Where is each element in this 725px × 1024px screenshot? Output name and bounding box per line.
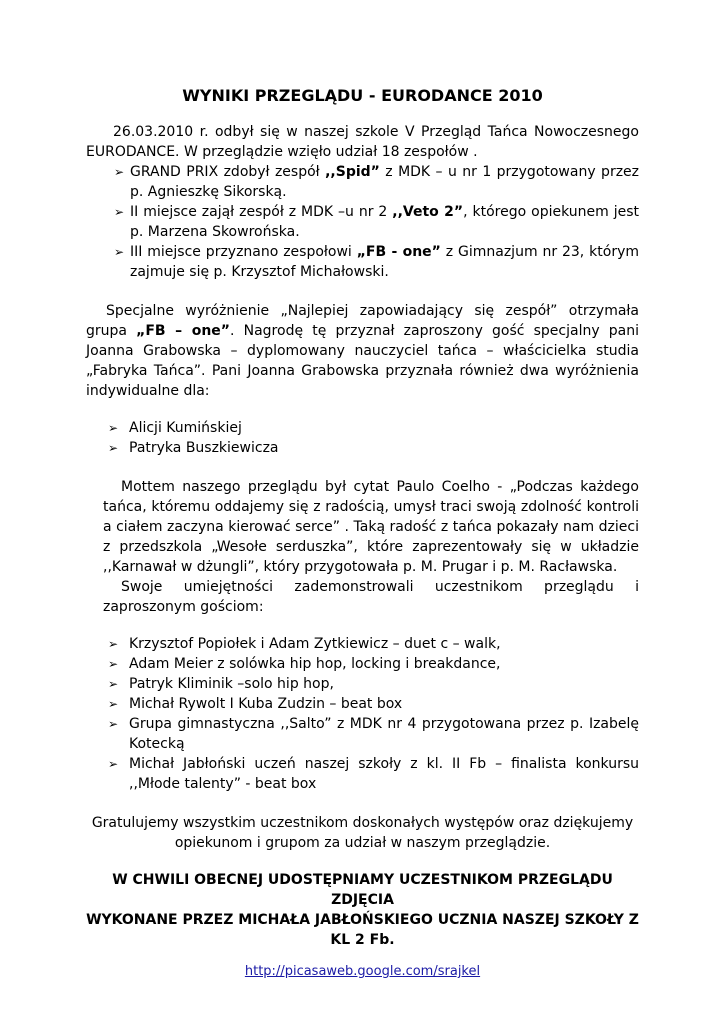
arrow-bullet-icon: ➢: [108, 637, 119, 651]
list-item: ➢ Grupa gimnastyczna ,,Salto” z MDK nr 4 przygotowana przez p. Izabelę Kotecką: [108, 716, 639, 752]
list-item: ➢ Alicji Kumińskiej: [108, 420, 242, 436]
arrow-bullet-icon: ➢: [108, 697, 119, 711]
intro-paragraph: 26.03.2010 r. odbył się w naszej szkole V Przegląd Tańca Nowoczesnego EURODANCE. W przeglądzie wzięło udział 18 zespołów .: [86, 124, 639, 160]
photos-announcement: W CHWILI OBECNEJ UDOSTĘPNIAMY UCZESTNIKOM PRZEGLĄDU ZDJĘCIA WYKONANE PRZEZ MICHAŁA JABŁOŃSKIEGO UCZNIA NASZEJ SZKOŁY Z KL 2 Fb.: [86, 872, 639, 948]
arrow-bullet-icon: ➢: [108, 441, 119, 455]
photo-gallery-link[interactable]: http://picasaweb.google.com/srajkel: [244, 964, 481, 979]
list-item: ➢ Michał Rywolt I Kuba Zudzin – beat box: [108, 696, 403, 712]
motto-paragraph: Mottem naszego przeglądu był cytat Paulo Coelho - „Podczas każdego tańca, któremu oddajemy się z radością, umysł traci swoją zdolność kontroli a ciałem zaczyna kierować serce” . Taką radość z tańca pokazały nam dzieci z przedszkola „Wesołe serduszka”, które zaprezentowały się w układzie ,,Karnawał w dżungli”, który przygotowała p. M. Prugar i p. M. Racławska.: [103, 479, 639, 575]
list-item: ➢ II miejsce zajął zespół z MDK –u nr 2 ,,Veto 2”, którego opiekunem jest p. Marzena Skowrońska.: [114, 204, 639, 240]
arrow-bullet-icon: ➢: [108, 757, 119, 771]
list-item: ➢ Patryka Buszkiewicza: [108, 440, 279, 456]
list-item: ➢ III miejsce przyznano zespołowi „FB - one” z Gimnazjum nr 23, którym zajmuje się p. Krzysztof Michałowski.: [114, 244, 639, 280]
awards-list: [86, 162, 639, 282]
arrow-bullet-icon: ➢: [108, 421, 119, 435]
list-item: ➢ Adam Meier z solówka hip hop, locking i breakdance,: [108, 656, 501, 672]
arrow-bullet-icon: ➢: [108, 657, 119, 671]
thanks-paragraph: Gratulujemy wszystkim uczestnikom doskonałych występów oraz dziękujemy opiekunom i grupom za udział w naszym przeglądzie.: [91, 815, 634, 851]
list-item: ➢ GRAND PRIX zdobył zespół ,,Spid” z MDK – u nr 1 przygotowany przez p. Agnieszkę Sikorską.: [114, 164, 640, 200]
arrow-bullet-icon: ➢: [114, 165, 125, 179]
arrow-bullet-icon: ➢: [114, 205, 125, 219]
arrow-bullet-icon: ➢: [108, 677, 119, 691]
list-item: ➢ Krzysztof Popiołek i Adam Zytkiewicz – duet c – walk,: [108, 636, 501, 652]
skills-paragraph: Swoje umiejętności zademonstrowali uczestnikom przeglądu i zaproszonym gościom:: [103, 579, 639, 615]
special-award-paragraph: Specjalne wyróżnienie „Najlepiej zapowiadający się zespół” otrzymała grupa „FB – one”. Nagrodę tę przyznał zaproszony gość specjalny pani Joanna Grabowska – dyplomowany nauczyciel tańca – właścicielka studia „Fabryka Tańca”. Pani Joanna Grabowska przyznała również dwa wyróżnienia indywidualne dla:: [86, 303, 640, 399]
arrow-bullet-icon: ➢: [114, 245, 125, 259]
performers-list: [86, 634, 639, 794]
list-item: ➢ Patryk Kliminik –solo hip hop,: [108, 676, 334, 692]
list-item: ➢ Michał Jabłoński uczeń naszej szkoły z kl. II Fb – finalista konkursu ,,Młode talenty” - beat box: [108, 756, 639, 792]
arrow-bullet-icon: ➢: [108, 717, 119, 731]
page-title: WYNIKI PRZEGLĄDU - EURODANCE 2010: [182, 86, 543, 105]
individual-awards-list: [86, 418, 639, 458]
